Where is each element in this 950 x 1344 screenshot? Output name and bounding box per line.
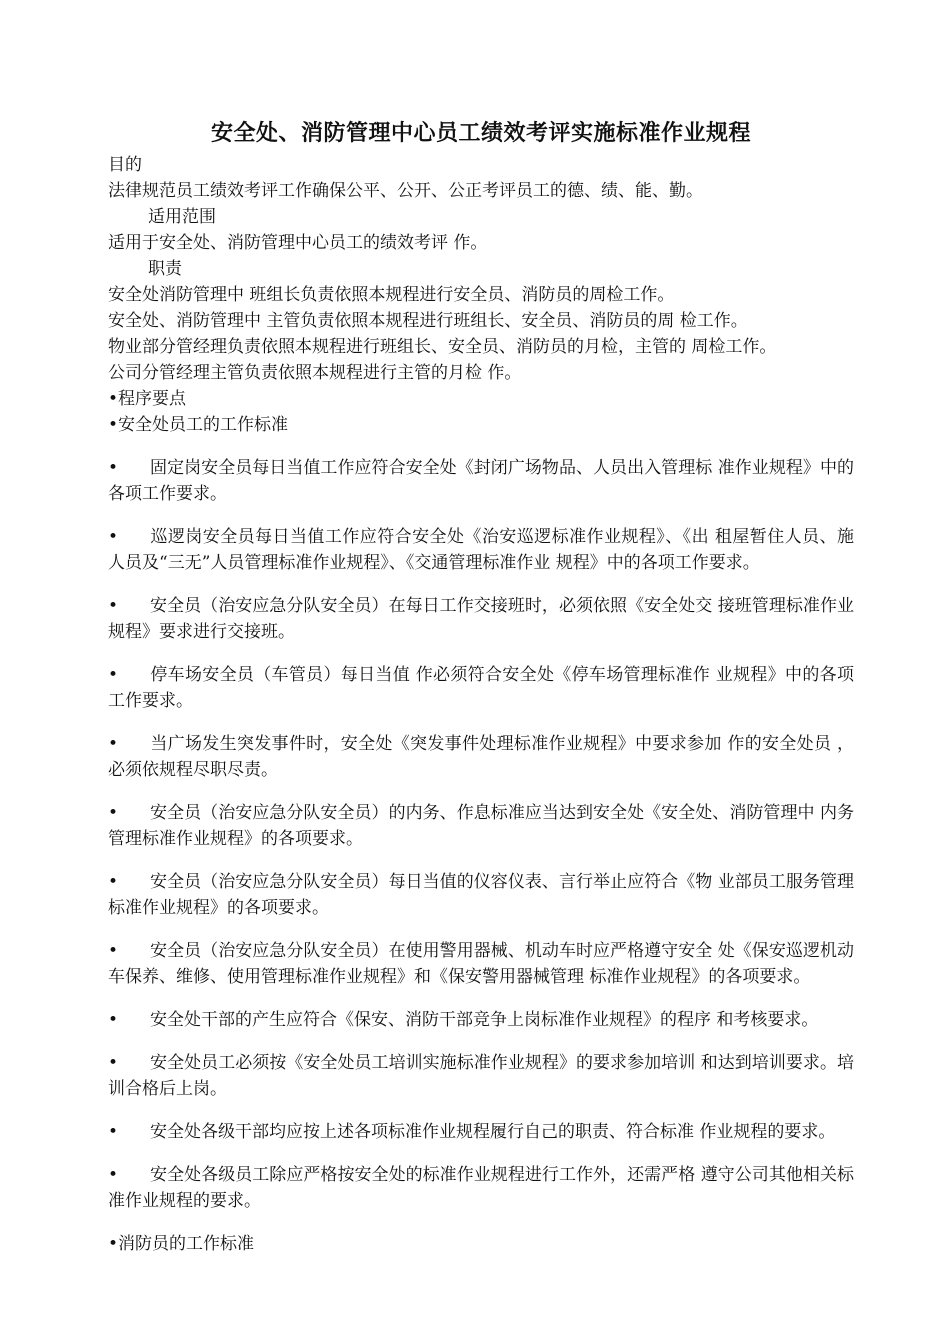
- list-item-text: 安全处各级干部均应按上述各项标准作业规程履行自己的职责、符合标准 作业规程的要求。: [150, 1122, 836, 1142]
- list-item: [108, 1007, 854, 1033]
- list-item-text: 安全处各级员工除应严格按安全处的标准作业规程进行工作外，还需严格 遵守公司其他相关标准作业规程的要求。: [108, 1165, 854, 1211]
- list-item-text: 固定岗安全员每日当值工作应符合安全处《封闭广场物品、人员出入管理标 准作业规程》中的各项工作要求。: [108, 458, 854, 504]
- section-scope-text: 适用于安全处、消防管理中心员工的绩效考评 作。: [108, 233, 488, 253]
- list-item-text: 当广场发生突发事件时，安全处《突发事件处理标准作业规程》中要求参加 作的安全处员 ，必须依规程尽职尽责。: [108, 734, 854, 780]
- list-item: [108, 1119, 854, 1145]
- list-item-text: 停车场安全员（车管员）每日当值 作必须符合安全处《停车场管理标准作 业规程》中的各项工作要求。: [108, 665, 854, 711]
- section-scope-heading: 适用范围: [148, 207, 216, 227]
- duty-item: 安全处、消防管理中 主管负责依照本规程进行班组长、安全员、消防员的周 检工作。: [108, 311, 748, 331]
- list-item: [108, 455, 854, 507]
- duty-item: 公司分管经理主管负责依照本规程进行主管的月检 作。: [108, 363, 522, 383]
- list-item: [108, 524, 854, 576]
- list-item: [108, 869, 854, 921]
- bullet-marker: •: [108, 665, 119, 685]
- list-item-text: 巡逻岗安全员每日当值工作应符合安全处《治安巡逻标准作业规程》、《出 租屋暂住人员、施 人员及“三无”人员管理标准作业规程》、《交通管理标准作业 规程》中的各项工作要求。: [108, 527, 854, 573]
- list-item: [108, 1162, 854, 1214]
- intro-sections: [108, 152, 854, 438]
- list-item: [108, 800, 854, 852]
- bullet-marker: •: [108, 1010, 119, 1030]
- list-item-text: 安全处员工必须按《安全处员工培训实施标准作业规程》的要求参加培训 和达到培训要求。培训合格后上岗。: [108, 1053, 854, 1099]
- fire-staff-standard-heading: •消防员的工作标准: [108, 1234, 255, 1254]
- bullet-marker: •: [108, 596, 119, 616]
- bullet-marker: •: [108, 872, 119, 892]
- bullet-marker: •: [108, 1053, 119, 1073]
- security-staff-standard-heading: •安全处员工的工作标准: [108, 415, 289, 435]
- section-duty-heading: 职责: [148, 259, 182, 279]
- list-item-text: 安全员（治安应急分队安全员）每日当值的仪容仪表、言行举止应符合《物 业部员工服务管理标准作业规程》的各项要求。: [108, 872, 854, 918]
- bullet-marker: •: [108, 941, 119, 961]
- list-item: [108, 938, 854, 990]
- list-item: [108, 731, 854, 783]
- list-item: [108, 662, 854, 714]
- duty-item: 物业部分管经理负责依照本规程进行班组长、安全员、消防员的月检，主管的 周检工作。: [108, 337, 777, 357]
- section-purpose-text: 法律规范员工绩效考评工作确保公平、公开、公正考评员工的德、绩、能、勤。: [108, 181, 703, 201]
- bullet-marker: •: [108, 1165, 119, 1185]
- bullet-marker: •: [108, 734, 119, 754]
- list-item-text: 安全员（治安应急分队安全员）在使用警用器械、机动车时应严格遵守安全 处《保安巡逻机动车保养、维修、使用管理标准作业规程》和《保安警用器械管理 标准作业规程》的各项要求。: [108, 941, 854, 987]
- document-title: 安全处、消防管理中心员工绩效考评实施标准作业规程: [210, 120, 751, 146]
- list-item-text: 安全处干部的产生应符合《保安、消防干部竞争上岗标准作业规程》的程序 和考核要求。: [150, 1010, 819, 1030]
- bullet-marker: •: [108, 1122, 119, 1142]
- procedure-heading: •程序要点: [108, 389, 187, 409]
- bullet-marker: •: [108, 527, 119, 547]
- bullet-marker: •: [108, 458, 119, 478]
- section-purpose-heading: 目的: [108, 155, 142, 175]
- list-item: [108, 1050, 854, 1102]
- duty-item: 安全处消防管理中 班组长负责依照本规程进行安全员、消防员的周检工作。: [108, 285, 675, 305]
- bullet-list: [108, 455, 854, 1214]
- bullet-marker: •: [108, 803, 119, 823]
- list-item-text: 安全员（治安应急分队安全员）在每日工作交接班时，必须依照《安全处交 接班管理标准作业规程》要求进行交接班。: [108, 596, 854, 642]
- list-item: [108, 593, 854, 645]
- list-item-text: 安全员（治安应急分队安全员）的内务、作息标准应当达到安全处《安全处、消防管理中 内务管理标准作业规程》的各项要求。: [108, 803, 854, 849]
